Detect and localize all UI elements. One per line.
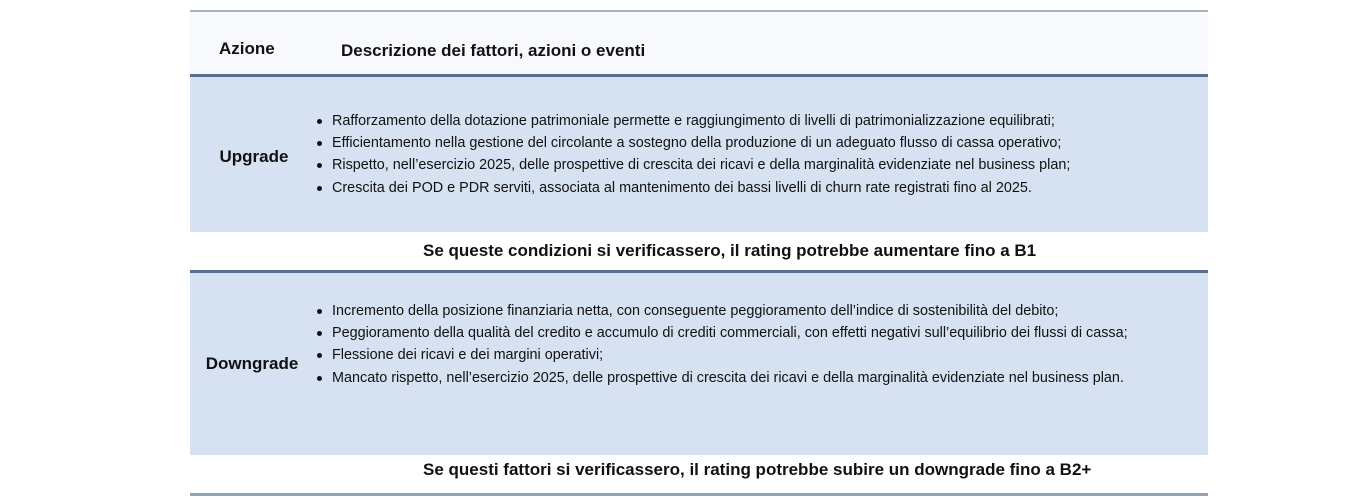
upgrade-section bbox=[190, 77, 1208, 232]
header-action: Azione bbox=[219, 39, 275, 58]
downgrade-conclusion: Se questi fattori si verificassero, il rating potrebbe subire un downgrade fino a B2+ bbox=[423, 460, 1092, 479]
list-item: Crescita dei POD e PDR serviti, associata al mantenimento dei bassi livelli di churn rate registrati fino al 2025. bbox=[332, 177, 1192, 199]
upgrade-conclusion: Se queste condizioni si verificassero, il rating potrebbe aumentare fino a B1 bbox=[423, 241, 1037, 260]
list-item: Mancato rispetto, nell’esercizio 2025, delle prospettive di crescita dei ricavi e della marginalità evidenziate nel business plan. bbox=[332, 367, 1192, 389]
table-header bbox=[190, 12, 1208, 77]
downgrade-section bbox=[190, 273, 1208, 455]
rating-factors-table bbox=[190, 10, 1208, 496]
list-item: Flessione dei ricavi e dei margini operativi; bbox=[332, 344, 1192, 366]
list-item: Incremento della posizione finanziaria netta, con conseguente peggioramento dell’indice di sostenibilità del debito; bbox=[332, 300, 1192, 322]
list-item: Rispetto, nell’esercizio 2025, delle prospettive di crescita dei ricavi e della marginalità evidenziate nel business plan; bbox=[332, 154, 1192, 176]
header-description: Descrizione dei fattori, azioni o eventi bbox=[341, 41, 646, 60]
upgrade-factor-list bbox=[314, 110, 1192, 199]
downgrade-label: Downgrade bbox=[205, 354, 299, 373]
downgrade-factor-list bbox=[314, 300, 1192, 389]
upgrade-label: Upgrade bbox=[219, 147, 289, 166]
upgrade-conclusion-row bbox=[190, 232, 1208, 270]
table-bottom-rule bbox=[190, 493, 1208, 496]
downgrade-conclusion-row bbox=[190, 455, 1208, 493]
list-item: Peggioramento della qualità del credito e accumulo di crediti commerciali, con effetti negativi sull’equilibrio dei flussi di cassa; bbox=[332, 322, 1192, 344]
list-item: Efficientamento nella gestione del circolante a sostegno della produzione di un adeguato flusso di cassa operativo; bbox=[332, 132, 1192, 154]
list-item: Rafforzamento della dotazione patrimoniale permette e raggiungimento di livelli di patrimonializzazione equilibrati; bbox=[332, 110, 1192, 132]
